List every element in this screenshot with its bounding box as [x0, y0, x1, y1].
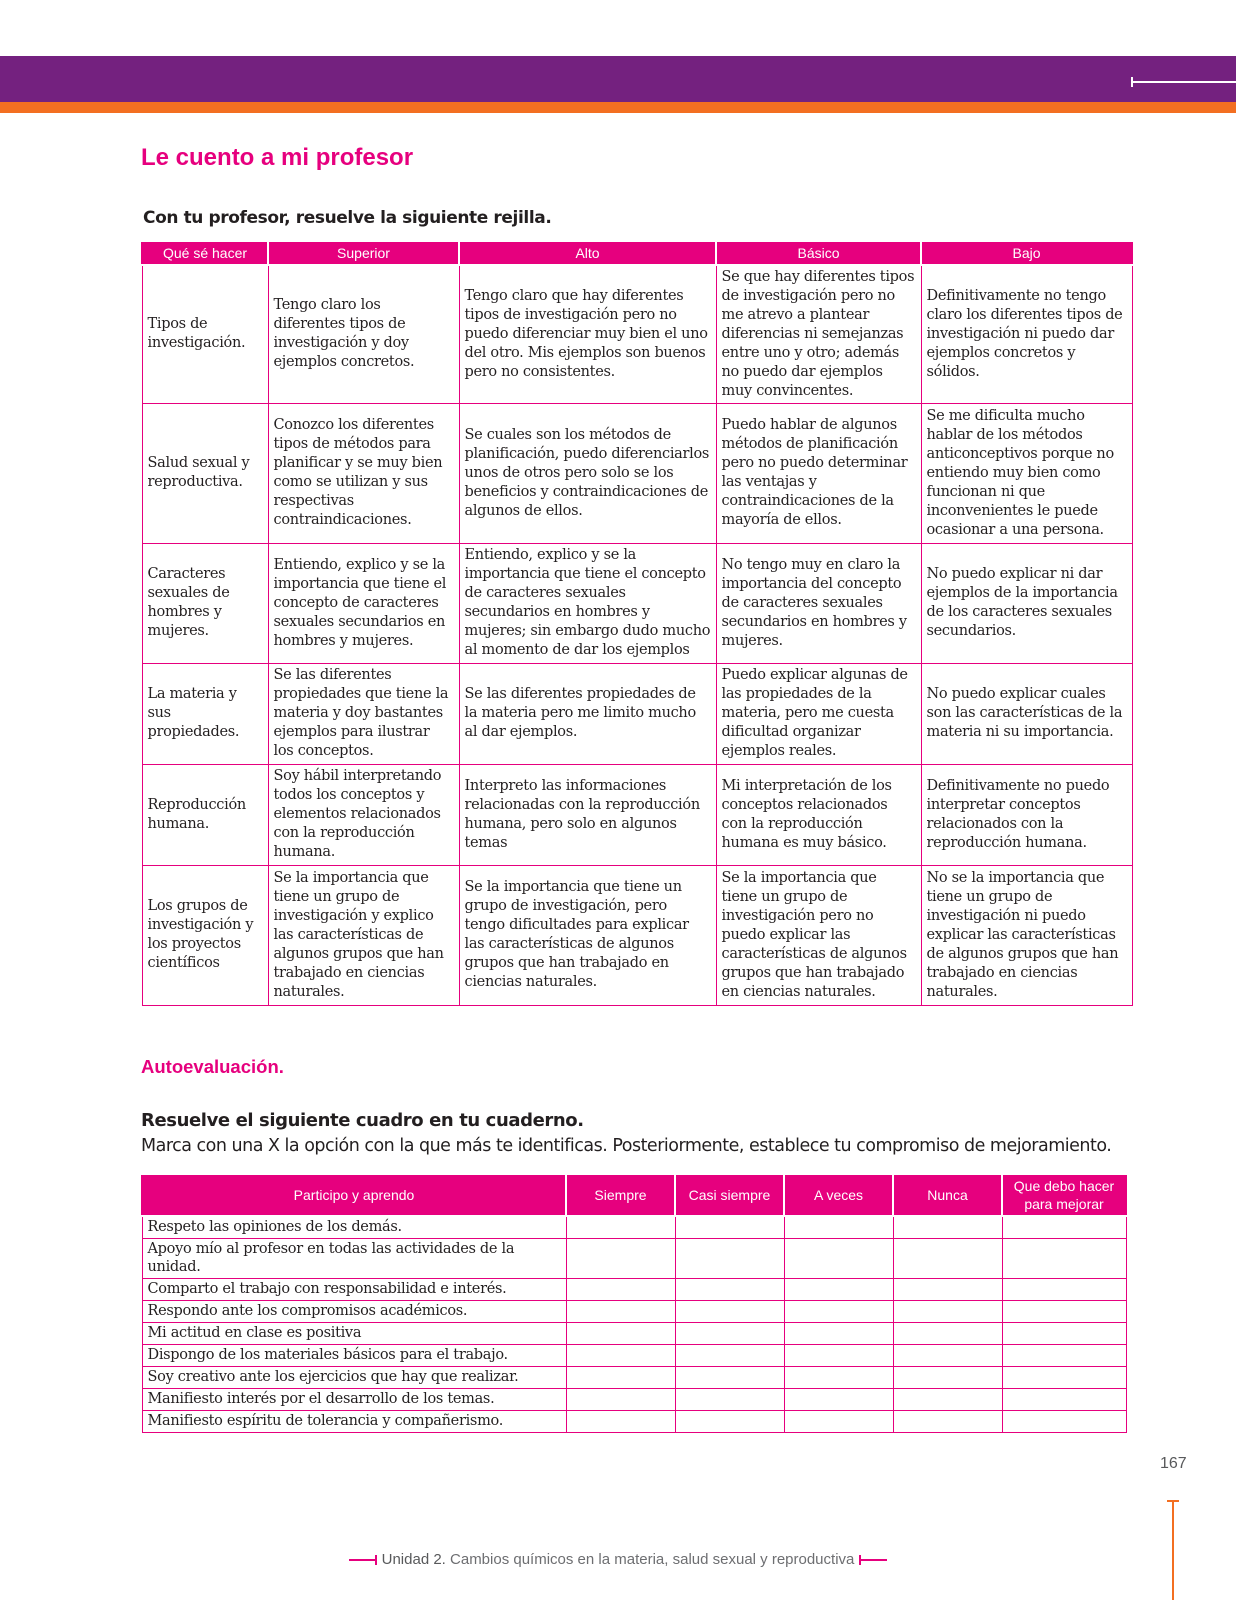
- rubric-skill: Caracteres sexuales de hombres y mujeres.: [142, 543, 268, 663]
- self-evaluation-row: [142, 1411, 1126, 1433]
- self-evaluation-instruction: Marca con una X la opción con la que más te identificas. Posteriormente, establece tu compromiso de mejoramiento.: [141, 1136, 1112, 1156]
- rubric-skill: Tipos de investigación.: [142, 265, 268, 403]
- self-evaluation-instruction-bold: Resuelve el siguiente cuadro en tu cuaderno.: [141, 1110, 584, 1131]
- improvement-cell[interactable]: [1002, 1367, 1126, 1389]
- self-evaluation-statement: Respondo ante los compromisos académicos.: [142, 1301, 566, 1323]
- rubric-skill: Los grupos de investigación y los proyectos científicos: [142, 865, 268, 1005]
- header-marker-cap: [1131, 77, 1133, 87]
- rubric-cell: Entiendo, explico y se la importancia que tiene el concepto de caracteres sexuales secundarios en hombres y mujeres.: [268, 543, 459, 663]
- mark-cell-casi-siempre[interactable]: [675, 1279, 784, 1301]
- rubric-cell: Se las diferentes propiedades que tiene la materia y doy bastantes ejemplos para ilustrar los conceptos.: [268, 663, 459, 764]
- mark-cell-siempre[interactable]: [566, 1411, 675, 1433]
- rubric-cell: Conozco los diferentes tipos de métodos para planificar y se muy bien como se utilizan y sus respectivas contraindicaciones.: [268, 403, 459, 543]
- rubric-col-header: Alto: [459, 242, 716, 265]
- mark-cell-nunca[interactable]: [893, 1239, 1002, 1279]
- self-evaluation-statement: Mi actitud en clase es positiva: [142, 1323, 566, 1345]
- mark-cell-siempre[interactable]: [566, 1301, 675, 1323]
- rubric-row: [142, 543, 1132, 663]
- footer-rule-left: [349, 1559, 377, 1561]
- rubric-row: [142, 663, 1132, 764]
- rubric-cell: Se cuales son los métodos de planificación, puedo diferenciarlos unos de otros pero solo se los beneficios y contraindicaciones de algunos de ellos.: [459, 403, 716, 543]
- rubric-cell: Definitivamente no puedo interpretar conceptos relacionados con la reproducción humana.: [921, 764, 1132, 865]
- mark-cell-nunca[interactable]: [893, 1301, 1002, 1323]
- rubric-instruction: Con tu profesor, resuelve la siguiente rejilla.: [143, 208, 552, 228]
- rubric-col-header: Qué sé hacer: [142, 242, 268, 265]
- mark-cell-nunca[interactable]: [893, 1411, 1002, 1433]
- self-evaluation-col-header: A veces: [784, 1175, 893, 1216]
- self-evaluation-row: [142, 1323, 1126, 1345]
- improvement-cell[interactable]: [1002, 1239, 1126, 1279]
- self-evaluation-statement: Manifiesto interés por el desarrollo de los temas.: [142, 1389, 566, 1411]
- improvement-cell[interactable]: [1002, 1279, 1126, 1301]
- header-band: [0, 56, 1236, 102]
- mark-cell-casi-siempre[interactable]: [675, 1389, 784, 1411]
- self-evaluation-col-header: Nunca: [893, 1175, 1002, 1216]
- running-footer: [0, 1551, 1236, 1568]
- mark-cell-nunca[interactable]: [893, 1279, 1002, 1301]
- rubric-skill: Salud sexual y reproductiva.: [142, 403, 268, 543]
- rubric-cell: Entiendo, explico y se la importancia que tiene el concepto de caracteres sexuales secundarios en hombres y mujeres; sin embargo dudo mucho al momento de dar los ejemplos: [459, 543, 716, 663]
- mark-cell-casi-siempre[interactable]: [675, 1239, 784, 1279]
- mark-cell-nunca[interactable]: [893, 1323, 1002, 1345]
- rubric-cell: Se me dificulta mucho hablar de los métodos anticonceptivos porque no entiendo muy bien como funcionan ni que inconvenientes le puede ocasionar a una persona.: [921, 403, 1132, 543]
- rubric-skill: La materia y sus propiedades.: [142, 663, 268, 764]
- rubric-col-header: Bajo: [921, 242, 1132, 265]
- rubric-row: [142, 265, 1132, 403]
- mark-cell-a-veces[interactable]: [784, 1239, 893, 1279]
- rubric-cell: Se la importancia que tiene un grupo de investigación y explico las características de algunos grupos que han trabajado en ciencias naturales.: [268, 865, 459, 1005]
- rubric-cell: Se la importancia que tiene un grupo de investigación, pero tengo dificultades para explicar las características de algunos grupos que han trabajado en ciencias naturales.: [459, 865, 716, 1005]
- footer-unit-label: Unidad 2.: [381, 1551, 446, 1568]
- self-evaluation-statement: Dispongo de los materiales básicos para el trabajo.: [142, 1345, 566, 1367]
- rubric-cell: Soy hábil interpretando todos los conceptos y elementos relacionados con la reproducción humana.: [268, 764, 459, 865]
- self-evaluation-row: [142, 1239, 1126, 1279]
- mark-cell-casi-siempre[interactable]: [675, 1323, 784, 1345]
- rubric-skill: Reproducción humana.: [142, 764, 268, 865]
- mark-cell-nunca[interactable]: [893, 1389, 1002, 1411]
- self-evaluation-row: [142, 1389, 1126, 1411]
- mark-cell-casi-siempre[interactable]: [675, 1216, 784, 1239]
- mark-cell-siempre[interactable]: [566, 1239, 675, 1279]
- rubric-cell: Puedo explicar algunas de las propiedades de la materia, pero me cuesta dificultad organizar ejemplos reales.: [716, 663, 921, 764]
- self-evaluation-col-header: Siempre: [566, 1175, 675, 1216]
- rubric-cell: Interpreto las informaciones relacionadas con la reproducción humana, pero solo en algunos temas: [459, 764, 716, 865]
- mark-cell-nunca[interactable]: [893, 1367, 1002, 1389]
- mark-cell-siempre[interactable]: [566, 1216, 675, 1239]
- mark-cell-siempre[interactable]: [566, 1345, 675, 1367]
- mark-cell-casi-siempre[interactable]: [675, 1345, 784, 1367]
- mark-cell-siempre[interactable]: [566, 1389, 675, 1411]
- self-evaluation-col-header: Que debo hacer para mejorar: [1002, 1175, 1126, 1216]
- rubric-cell: Se la importancia que tiene un grupo de investigación pero no puedo explicar las características de algunos grupos que han trabajado en ciencias naturales.: [716, 865, 921, 1005]
- header-marker-line: [1132, 81, 1236, 83]
- rubric-table: [141, 242, 1133, 1006]
- mark-cell-a-veces[interactable]: [784, 1216, 893, 1239]
- page-title: Le cuento a mi profesor: [141, 144, 414, 171]
- self-evaluation-row: [142, 1301, 1126, 1323]
- self-evaluation-statement: Manifiesto espíritu de tolerancia y compañerismo.: [142, 1411, 566, 1433]
- footer-unit-title: Cambios químicos en la materia, salud sexual y reproductiva: [450, 1551, 855, 1568]
- improvement-cell[interactable]: [1002, 1411, 1126, 1433]
- mark-cell-a-veces[interactable]: [784, 1345, 893, 1367]
- rubric-header-row: [142, 242, 1132, 265]
- rubric-cell: Definitivamente no tengo claro los diferentes tipos de investigación ni puedo dar ejemplos concretos y sólidos.: [921, 265, 1132, 403]
- page-number: 167: [1160, 1455, 1187, 1472]
- rubric-col-header: Básico: [716, 242, 921, 265]
- self-evaluation-col-header: Casi siempre: [675, 1175, 784, 1216]
- rubric-row: [142, 764, 1132, 865]
- mark-cell-a-veces[interactable]: [784, 1301, 893, 1323]
- mark-cell-siempre[interactable]: [566, 1279, 675, 1301]
- improvement-cell[interactable]: [1002, 1301, 1126, 1323]
- rubric-col-header: Superior: [268, 242, 459, 265]
- rubric-cell: Se las diferentes propiedades de la materia pero me limito mucho al dar ejemplos.: [459, 663, 716, 764]
- self-evaluation-title: Autoevaluación.: [141, 1056, 284, 1077]
- mark-cell-a-veces[interactable]: [784, 1279, 893, 1301]
- self-evaluation-statement: Soy creativo ante los ejercicios que hay que realizar.: [142, 1367, 566, 1389]
- improvement-cell[interactable]: [1002, 1389, 1126, 1411]
- self-evaluation-row: [142, 1367, 1126, 1389]
- mark-cell-a-veces[interactable]: [784, 1367, 893, 1389]
- rubric-row: [142, 403, 1132, 543]
- rubric-cell: No puedo explicar cuales son las características de la materia ni su importancia.: [921, 663, 1132, 764]
- rubric-cell: Tengo claro que hay diferentes tipos de investigación pero no puedo diferenciar muy bien el uno del otro. Mis ejemplos son buenos pero no consistentes.: [459, 265, 716, 403]
- mark-cell-siempre[interactable]: [566, 1323, 675, 1345]
- rubric-cell: No tengo muy en claro la importancia del concepto de caracteres sexuales secundarios en hombres y mujeres.: [716, 543, 921, 663]
- mark-cell-a-veces[interactable]: [784, 1411, 893, 1433]
- self-evaluation-col-header: Participo y aprendo: [142, 1175, 566, 1216]
- mark-cell-siempre[interactable]: [566, 1367, 675, 1389]
- self-evaluation-row: [142, 1216, 1126, 1239]
- improvement-cell[interactable]: [1002, 1345, 1126, 1367]
- rubric-cell: No puedo explicar ni dar ejemplos de la importancia de los caracteres sexuales secundarios.: [921, 543, 1132, 663]
- rubric-cell: Mi interpretación de los conceptos relacionados con la reproducción humana es muy básico.: [716, 764, 921, 865]
- self-evaluation-header-row: [142, 1175, 1126, 1216]
- self-evaluation-statement: Comparto el trabajo con responsabilidad e interés.: [142, 1279, 566, 1301]
- mark-cell-a-veces[interactable]: [784, 1389, 893, 1411]
- self-evaluation-row: [142, 1279, 1126, 1301]
- mark-cell-nunca[interactable]: [893, 1345, 1002, 1367]
- rubric-cell: Se que hay diferentes tipos de investigación pero no me atrevo a plantear diferencias ni semejanzas entre uno y otro; además no puedo dar ejemplos muy convincentes.: [716, 265, 921, 403]
- mark-cell-casi-siempre[interactable]: [675, 1367, 784, 1389]
- mark-cell-a-veces[interactable]: [784, 1323, 893, 1345]
- rubric-cell: Tengo claro los diferentes tipos de investigación y doy ejemplos concretos.: [268, 265, 459, 403]
- mark-cell-nunca[interactable]: [893, 1216, 1002, 1239]
- footer-rule-right: [859, 1559, 887, 1561]
- improvement-cell[interactable]: [1002, 1323, 1126, 1345]
- self-evaluation-row: [142, 1345, 1126, 1367]
- mark-cell-casi-siempre[interactable]: [675, 1411, 784, 1433]
- self-evaluation-table: [141, 1175, 1127, 1433]
- rubric-cell: Puedo hablar de algunos métodos de planificación pero no puedo determinar las ventajas y contraindicaciones de la mayoría de ellos.: [716, 403, 921, 543]
- rubric-cell: No se la importancia que tiene un grupo de investigación ni puedo explicar las características de algunos grupos que han trabajado en ciencias naturales.: [921, 865, 1132, 1005]
- improvement-cell[interactable]: [1002, 1216, 1126, 1239]
- self-evaluation-statement: Apoyo mío al profesor en todas las actividades de la unidad.: [142, 1239, 566, 1279]
- self-evaluation-statement: Respeto las opiniones de los demás.: [142, 1216, 566, 1239]
- header-accent-stripe: [0, 102, 1236, 113]
- rubric-row: [142, 865, 1132, 1005]
- mark-cell-casi-siempre[interactable]: [675, 1301, 784, 1323]
